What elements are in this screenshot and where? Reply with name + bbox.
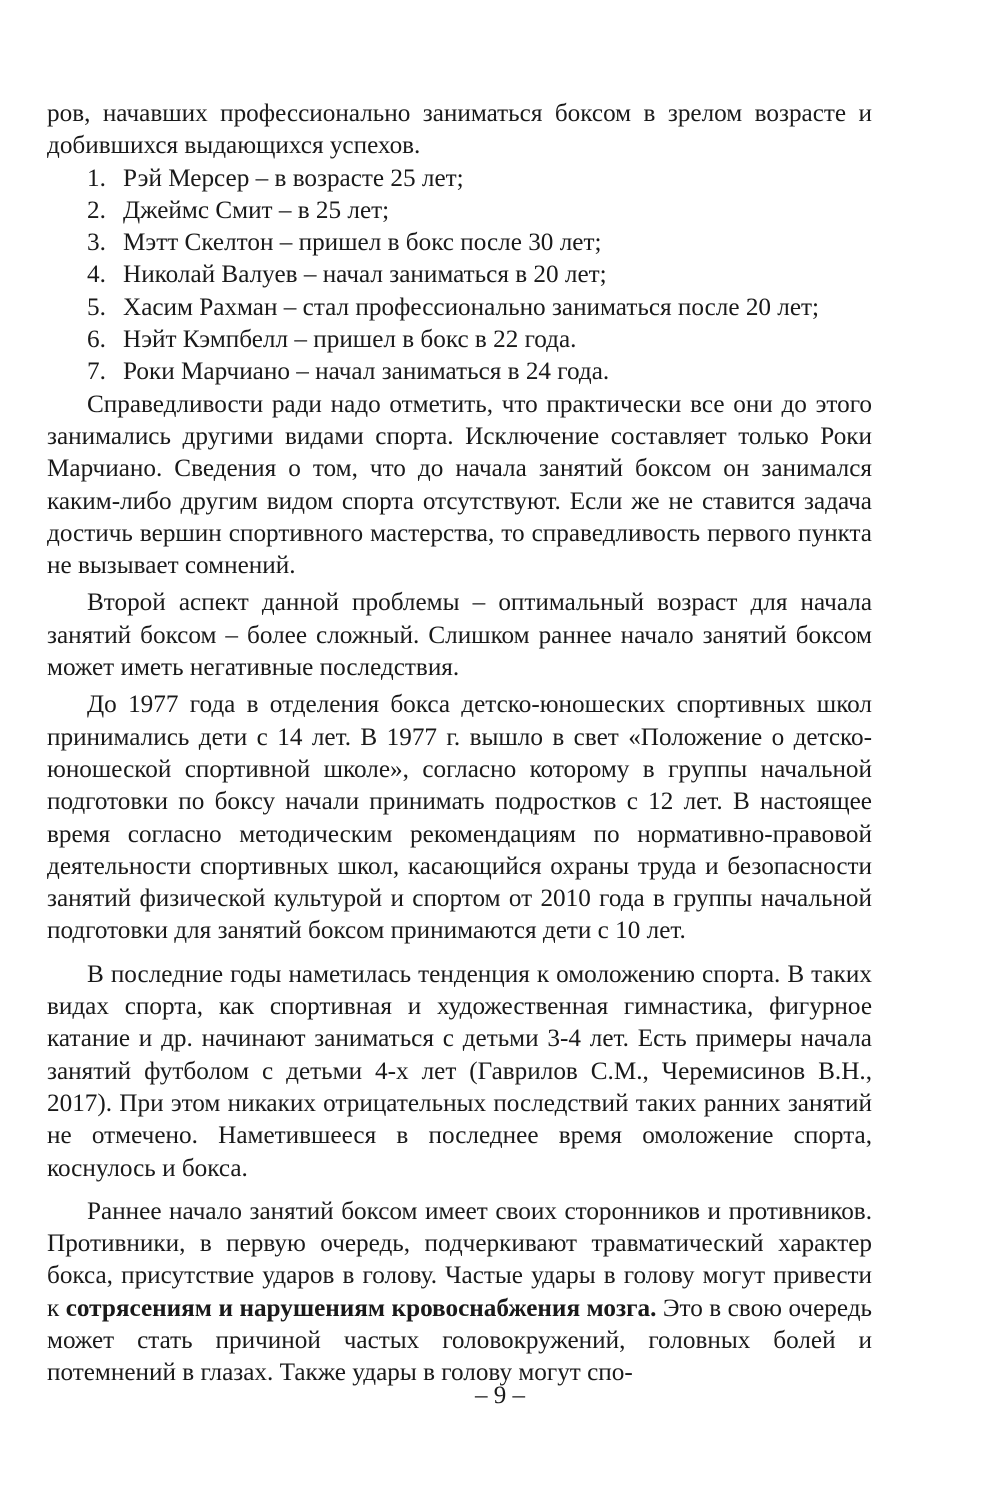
list-item-number: 2. [87, 196, 106, 224]
list-item-text: Хасим Рахман – стал профессионально заниматься после 20 лет; [123, 293, 820, 321]
list-item [47, 227, 872, 259]
list-item [47, 324, 872, 356]
text-run: Это в свою очередь может стать причиной частых головокружений, головных болей и потемнений в глазах. Также удары в голову могут спо- [47, 1294, 872, 1387]
list-item-text: Николай Валуев – начал заниматься в 20 лет; [123, 261, 607, 289]
boxers-list [47, 163, 872, 389]
bold-emphasis: сотрясениям и нарушениям кровоснабжения мозга. [65, 1294, 657, 1322]
list-item [47, 292, 872, 324]
list-item-text: Роки Марчиано – начал заниматься в 24 года. [123, 358, 610, 386]
paragraph-trend: В последние годы наметилась тенденция к омоложению спорта. В таких видах спорта, как спортивная и художественная гимнастика, фигурное катание и др. начинают заниматься с детьми 3-4 лет. Есть примеры начала занятий футболом с детьми 4-х лет (Гаврилов С.М., Черемисинов В.Н., 2017). При этом никаких отрицательных последствий таких ранних занятий не отмечено. Наметившееся в последнее время омоложение спорта, коснулось и бокса. [47, 960, 872, 1182]
list-item-number: 7. [87, 358, 106, 386]
list-item [47, 163, 872, 195]
paragraph-early-start [47, 1196, 872, 1390]
paragraph-justice: Справедливости ради надо отметить, что практически все они до этого занимались другими видами спорта. Исключение составляет только Роки Марчиано. Сведения о том, что до начала занятий боксом он занимался каким-либо другим видом спорта отсутствуют. Если же не ставится задача достичь вершин спортивного мастерства, то справедливость первого пункта не вызывает сомнений. [47, 390, 872, 580]
list-item [47, 259, 872, 291]
page-body [47, 98, 872, 1390]
page-number: – 9 – [475, 1382, 525, 1409]
list-item-text: Рэй Мерсер – в возрасте 25 лет; [123, 164, 464, 192]
list-item [47, 356, 872, 388]
list-item-text: Нэйт Кэмпбелл – пришел в бокс в 22 года. [123, 326, 577, 354]
list-item-number: 4. [87, 261, 106, 289]
list-item [47, 195, 872, 227]
list-item-text: Джеймс Смит – в 25 лет; [123, 196, 390, 224]
list-item-text: Мэтт Скелтон – пришел в бокс после 30 лет; [123, 229, 602, 257]
intro-paragraph: ров, начавших профессионально заниматься боксом в зрелом возрасте и добившихся выдающихся успехов. [47, 100, 872, 160]
list-item-number: 3. [87, 229, 106, 257]
paragraph-history: До 1977 года в отделения бокса детско-юношеских спортивных школ принимались дети с 14 лет. В 1977 г. вышло в свет «Положение о детско-юношеской спортивной школе», согласно которому в группы начальной подготовки по боксу начали принимать подростков с 12 лет. В настоящее время согласно методическим рекомендациям по нормативно-правовой деятельности спортивных школ, касающийся охраны труда и безопасности занятий физической культурой и спортом от 2010 года в группы начальной подготовки для занятий боксом принимаются дети с 10 лет. [47, 691, 872, 945]
list-item-number: 1. [87, 164, 106, 192]
text-run: Раннее начало занятий боксом имеет своих сторонников и противников. Противники, в первую очередь, подчеркивают травматический характер бокса, присутствие ударов в голову. Частые удары в голову могут привести к [47, 1197, 872, 1322]
paragraph-second-aspect: Второй аспект данной проблемы – оптимальный возраст для начала занятий боксом – более сложный. Слишком раннее начало занятий боксом может иметь негативные последствия. [47, 589, 872, 682]
list-item-number: 6. [87, 326, 106, 354]
list-item-number: 5. [87, 293, 106, 321]
